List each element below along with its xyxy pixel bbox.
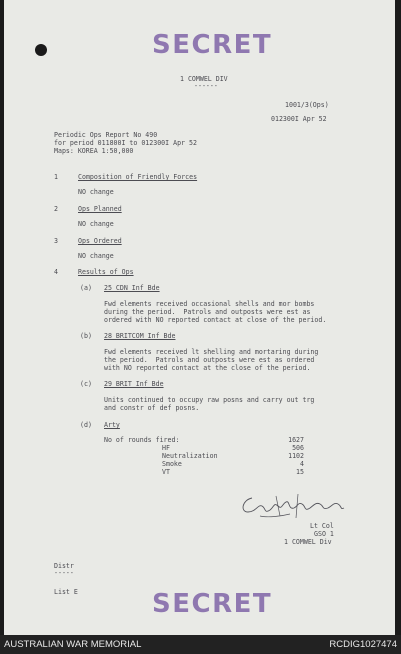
arty-row-value: 15 (296, 468, 304, 476)
archive-name: AUSTRALIAN WAR MEMORIAL (4, 639, 142, 650)
report-datetime: 012300I Apr 52 (271, 115, 327, 123)
subsection-heading: 25 CDN Inf Bde (104, 284, 160, 292)
arty-row-label: Smoke (162, 460, 182, 468)
report-maps: Maps: KOREA 1:50,000 (54, 147, 134, 155)
arty-row-value: 506 (292, 444, 304, 452)
section-number: 4 (54, 268, 58, 276)
arty-row-label: VT (162, 468, 170, 476)
subsection-line: during the period. Patrols and outposts were est as (104, 308, 311, 316)
subsection-line: Fwd elements received occasional shells and mor bombs (104, 300, 315, 308)
distribution-list: List E (54, 588, 78, 596)
section-body: NO change (78, 220, 114, 228)
subsection-label: (d) (80, 421, 92, 429)
archive-id: RCDIG1027474 (329, 639, 397, 650)
subsection-line: ordered with NO reported contact at close of the period. (104, 316, 327, 324)
arty-total-label: No of rounds fired: (104, 436, 180, 444)
org-heading: 1 COMWEL DIV (180, 75, 228, 83)
section-body: NO change (78, 252, 114, 260)
subsection-label: (c) (80, 380, 92, 388)
distribution-underline: ----- (54, 569, 74, 577)
subsection-label: (a) (80, 284, 92, 292)
section-number: 3 (54, 237, 58, 245)
section-heading: Results of Ops (78, 268, 134, 276)
subsection-heading: 28 BRITCOM Inf Bde (104, 332, 176, 340)
subsection-label: (b) (80, 332, 92, 340)
reference: 1001/3(Ops) (285, 101, 329, 109)
punch-hole (35, 44, 47, 56)
section-heading: Ops Planned (78, 205, 122, 213)
document-page (4, 0, 395, 635)
secret-stamp-top: SECRET (152, 30, 273, 60)
archive-footer (0, 635, 401, 654)
arty-row-label: Neutralization (162, 452, 218, 460)
arty-row-value: 4 (300, 460, 304, 468)
subsection-heading: 29 BRIT Inf Bde (104, 380, 164, 388)
section-number: 1 (54, 173, 58, 181)
org-underline: ------ (194, 82, 218, 90)
signature-title: GSO 1 (314, 530, 334, 538)
section-heading: Ops Ordered (78, 237, 122, 245)
section-heading: Composition of Friendly Forces (78, 173, 198, 181)
report-period: for period 011800I to 012300I Apr 52 (54, 139, 197, 147)
arty-row-label: HF (162, 444, 170, 452)
report-title: Periodic Ops Report No 490 (54, 131, 158, 139)
handwritten-signature (238, 490, 348, 524)
secret-stamp-bottom: SECRET (152, 589, 273, 619)
signature-rank: Lt Col (310, 522, 334, 530)
arty-total-value: 1627 (288, 436, 304, 444)
signature-unit: 1 COMWEL Div (284, 538, 332, 546)
section-number: 2 (54, 205, 58, 213)
distribution-label: Distr (54, 562, 74, 570)
subsection-line: the period. Patrols and outposts were est as ordered (104, 356, 315, 364)
subsection-line: with NO reported contact at the close of the period. (104, 364, 311, 372)
subsection-line: Fwd elements received lt shelling and mortaring during (104, 348, 319, 356)
arty-row-value: 1102 (288, 452, 304, 460)
subsection-line: and constr of def posns. (104, 404, 200, 412)
subsection-line: Units continued to occupy raw posns and carry out trg (104, 396, 315, 404)
section-body: NO change (78, 188, 114, 196)
subsection-heading: Arty (104, 421, 120, 429)
